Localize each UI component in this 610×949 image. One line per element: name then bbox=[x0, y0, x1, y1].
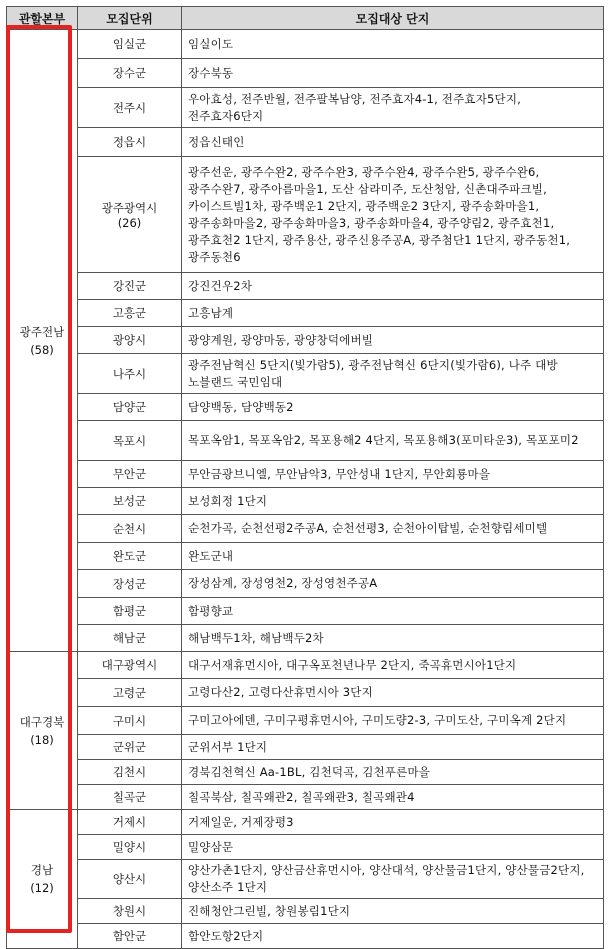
complex-cell: 보성회정 1단지 bbox=[182, 488, 604, 515]
unit-cell: 임실군 bbox=[78, 30, 182, 59]
complex-cell: 고령다산2, 고령다산휴먼시아 3단지 bbox=[182, 679, 604, 707]
complex-cell: 함평향교 bbox=[182, 598, 604, 625]
complex-cell: 양산가촌1단지, 양산금산휴먼시아, 양산대석, 양산물금1단지, 양산물금2단지, 양산소주 1단지 bbox=[182, 860, 604, 899]
table-row bbox=[7, 760, 604, 785]
unit-cell: 창원시 bbox=[78, 899, 182, 924]
table-row bbox=[7, 543, 604, 570]
region-count: (18) bbox=[30, 732, 54, 747]
recruitment-table bbox=[6, 6, 604, 949]
region-name: 광주전남 bbox=[19, 324, 65, 339]
unit-cell: 나주시 bbox=[78, 354, 182, 394]
table-row bbox=[7, 515, 604, 543]
complex-cell: 광주전남혁신 5단지(빛가람5), 광주전남혁신 6단지(빛가람6), 나주 대방 노블랜드 국민임대 bbox=[182, 354, 604, 394]
table-row bbox=[7, 860, 604, 899]
region-count: (58) bbox=[30, 342, 54, 357]
table-row bbox=[7, 327, 604, 354]
complex-cell: 군위서부 1단지 bbox=[182, 735, 604, 760]
table-row bbox=[7, 625, 604, 652]
complex-cell: 장수북동 bbox=[182, 59, 604, 88]
complex-cell: 무안금광브니엘, 무안남악3, 무안성내 1단지, 무안회룡마을 bbox=[182, 461, 604, 488]
unit-cell: 군위군 bbox=[78, 735, 182, 760]
complex-cell: 경북김천혁신 Aa-1BL, 김천덕곡, 김천푸른마을 bbox=[182, 760, 604, 785]
complex-cell: 구미고아에덴, 구미구평휴먼시아, 구미도량2-3, 구미도산, 구미옥계 2단지 bbox=[182, 707, 604, 735]
unit-cell: 완도군 bbox=[78, 543, 182, 570]
table-row bbox=[7, 354, 604, 394]
table-row bbox=[7, 652, 604, 679]
complex-cell: 목포옥암1, 목포옥암2, 목포용해2 4단지, 목포용해3(포미타운3), 목포포미2 bbox=[182, 421, 604, 461]
unit-cell: 정읍시 bbox=[78, 128, 182, 157]
complex-cell: 완도군내 bbox=[182, 543, 604, 570]
unit-cell: 강진군 bbox=[78, 273, 182, 300]
table-row bbox=[7, 461, 604, 488]
unit-cell: 보성군 bbox=[78, 488, 182, 515]
table-row bbox=[7, 835, 604, 860]
complex-cell: 밀양삼문 bbox=[182, 835, 604, 860]
complex-cell: 정읍신태인 bbox=[182, 128, 604, 157]
table-row bbox=[7, 59, 604, 88]
unit-cell: 장수군 bbox=[78, 59, 182, 88]
complex-cell: 광주선운, 광주수완2, 광주수완3, 광주수완4, 광주수완5, 광주수완6, 광주수완7, 광주아름마을1, 도산 삼라미주, 도산청암, 신촌대주파크빌, 카이스트빌1차, 광주백운1 2단지, 광주백운2 3단지, 광주송화마을1, 광주송화마을2, 광주송화마을3, 광주송화마을4, 광주양림2, 광주효천1, 광주효천2 1단지, 광주용산, 광주신용주공A, 광주첨단1 1단지, 광주동천1, 광주동천6 bbox=[182, 157, 604, 273]
table-row bbox=[7, 394, 604, 421]
unit-cell: 무안군 bbox=[78, 461, 182, 488]
table-row bbox=[7, 598, 604, 625]
region-count: (12) bbox=[30, 881, 54, 895]
unit-cell: 해남군 bbox=[78, 625, 182, 652]
table-row bbox=[7, 810, 604, 835]
complex-cell: 강진건우2차 bbox=[182, 273, 604, 300]
complex-cell: 함안도항2단지 bbox=[182, 924, 604, 949]
complex-cell: 광양계원, 광양마동, 광양창덕에버빌 bbox=[182, 327, 604, 354]
unit-cell: 김천시 bbox=[78, 760, 182, 785]
table-row bbox=[7, 421, 604, 461]
unit-cell: 거제시 bbox=[78, 810, 182, 835]
complex-cell: 칠곡북삼, 칠곡왜관2, 칠곡왜관3, 칠곡왜관4 bbox=[182, 785, 604, 810]
region-cell-daegu-gyeongbuk bbox=[7, 652, 78, 810]
unit-name: 광주광역시 bbox=[101, 200, 158, 215]
unit-cell: 밀양시 bbox=[78, 835, 182, 860]
table-row bbox=[7, 785, 604, 810]
table-row bbox=[7, 300, 604, 327]
complex-cell: 진해청안그린빌, 창원봉림1단지 bbox=[182, 899, 604, 924]
unit-cell: 순천시 bbox=[78, 515, 182, 543]
unit-cell bbox=[78, 157, 182, 273]
table-row bbox=[7, 899, 604, 924]
region-name: 대구경북 bbox=[19, 714, 65, 729]
complex-cell: 임실이도 bbox=[182, 30, 604, 59]
complex-cell: 해남백두1차, 해남백두2차 bbox=[182, 625, 604, 652]
table-row bbox=[7, 88, 604, 128]
complex-cell: 담양백동, 담양백동2 bbox=[182, 394, 604, 421]
table-row bbox=[7, 735, 604, 760]
table-row bbox=[7, 924, 604, 949]
unit-cell: 대구광역시 bbox=[78, 652, 182, 679]
unit-cell: 장성군 bbox=[78, 570, 182, 598]
table-row bbox=[7, 30, 604, 59]
header-complexes: 모집대상 단지 bbox=[182, 7, 604, 30]
table-row bbox=[7, 273, 604, 300]
unit-cell: 담양군 bbox=[78, 394, 182, 421]
unit-cell: 광양시 bbox=[78, 327, 182, 354]
region-name: 경남 bbox=[30, 863, 54, 877]
unit-cell: 목포시 bbox=[78, 421, 182, 461]
complex-cell: 거제일운, 거제장평3 bbox=[182, 810, 604, 835]
table-row bbox=[7, 679, 604, 707]
header-row bbox=[7, 7, 604, 30]
table-row bbox=[7, 128, 604, 157]
complex-cell: 우아효성, 전주반월, 전주팔복남양, 전주효자4-1, 전주효자5단지, 전주효자6단지 bbox=[182, 88, 604, 128]
unit-count: (26) bbox=[117, 215, 142, 230]
unit-cell: 구미시 bbox=[78, 707, 182, 735]
header-region: 관할본부 bbox=[7, 7, 78, 30]
unit-cell: 전주시 bbox=[78, 88, 182, 128]
complex-cell: 장성삼계, 장성영천2, 장성영천주공A bbox=[182, 570, 604, 598]
header-unit: 모집단위 bbox=[78, 7, 182, 30]
complex-cell: 대구서재휴먼시아, 대구옥포천년나무 2단지, 죽곡휴먼시아1단지 bbox=[182, 652, 604, 679]
unit-cell: 고흥군 bbox=[78, 300, 182, 327]
unit-cell: 함평군 bbox=[78, 598, 182, 625]
complex-cell: 순천가곡, 순천선평2주공A, 순천선평3, 순천아이탑빌, 순천향림세미텔 bbox=[182, 515, 604, 543]
region-cell-gyeongnam bbox=[7, 810, 78, 949]
table-row bbox=[7, 707, 604, 735]
unit-cell: 칠곡군 bbox=[78, 785, 182, 810]
complex-cell: 고흥남계 bbox=[182, 300, 604, 327]
table-row bbox=[7, 570, 604, 598]
unit-cell: 함안군 bbox=[78, 924, 182, 949]
table-row bbox=[7, 488, 604, 515]
unit-cell: 양산시 bbox=[78, 860, 182, 899]
table-row bbox=[7, 157, 604, 273]
unit-cell: 고령군 bbox=[78, 679, 182, 707]
region-cell-gwangju-jeonnam bbox=[7, 30, 78, 652]
